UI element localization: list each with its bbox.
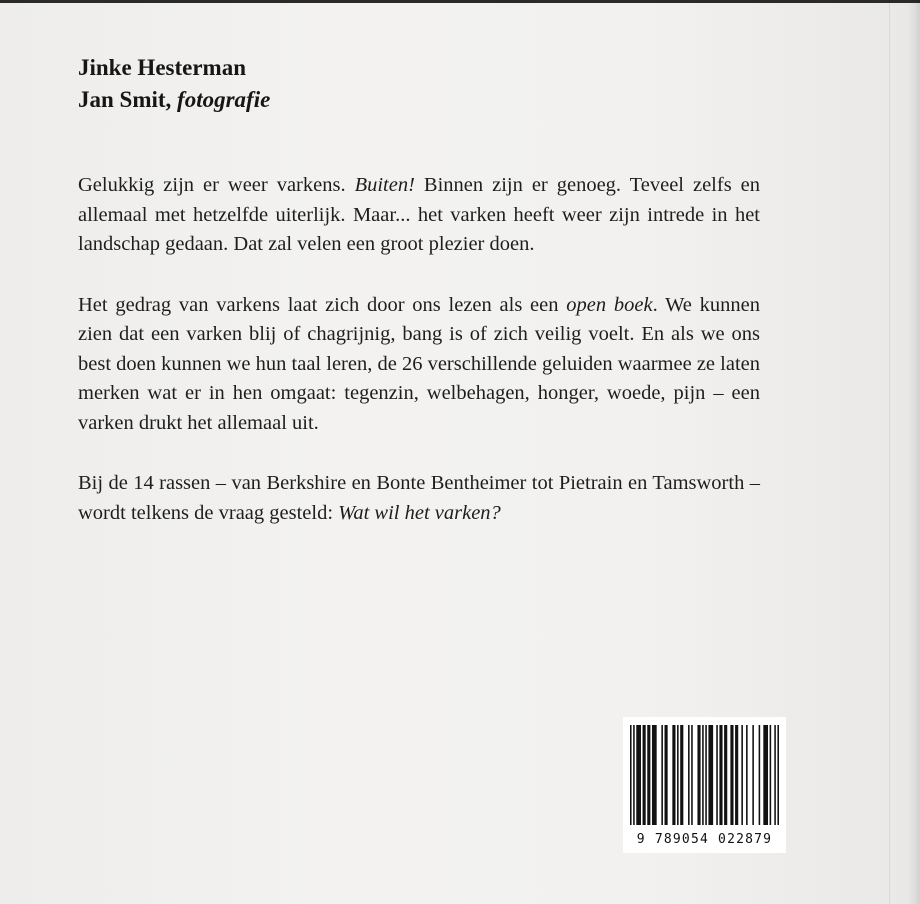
author-name: Jinke Hesterman [78,55,247,80]
barcode-bar [730,725,733,825]
barcode-bar [630,725,632,825]
blurb-p2-emphasis: open boek [566,293,653,316]
barcode-bar [661,725,663,825]
barcode-bar [774,725,776,825]
barcode-bar [647,725,650,825]
blurb-p3-text-a: Bij de 14 rassen – van Berkshire en Bonte Bentheimer tot Pietrain en Tamsworth – wordt telkens de vraag gesteld: [78,472,760,524]
credits [78,52,270,116]
barcode-bar [702,725,704,825]
barcode-bar [752,725,754,825]
blurb-paragraph-2 [78,291,760,439]
barcode-bars [630,725,779,825]
blurb-p1-text-c: Binnen zijn er genoeg. Teveel zelfs en allemaal met hetzelfde uiterlijk. Maar... het varken heeft weer zijn intrede in het landschap gedaan. Dat zal velen een groot plezier doen. [78,174,761,255]
barcode-bar [672,725,675,825]
blurb-p1-text-a: Gelukkig zijn er weer varkens. [78,174,355,196]
blurb-paragraph-3 [78,469,760,528]
barcode-bar [708,725,713,825]
blurb-p2-text-c: . We kunnen zien dat een varken blij of chagrijnig, bang is of zich veilig voelt. En als we ons best doen kunnen we hun taal leren, de 26 verschillende geluiden waarmee ze laten merken wat er in hen omgaat: tegenzin, welbehagen, honger, woede, pijn – een varken drukt het allemaal uit. [78,293,760,434]
barcode-bar [688,725,690,825]
blurb-paragraph-1 [78,171,760,260]
blurb-text [78,171,760,559]
barcode-bar [697,725,700,825]
barcode-bar [759,725,761,825]
barcode-bar [770,725,772,825]
blurb-p1-emphasis: Buiten! [354,174,415,196]
barcode-bar [763,725,768,825]
photographer-role: fotografie [177,87,271,112]
blurb-p3-emphasis: Wat wil het varken? [338,501,501,524]
barcode-bar [665,725,668,825]
photographer-name: Jan Smit, [78,87,172,112]
barcode-bar [633,725,635,825]
barcode-bar [746,725,748,825]
barcode-bar [636,725,641,825]
barcode-bar [643,725,646,825]
barcode-bar [716,725,718,825]
barcode-bar [724,725,727,825]
spine-fold [889,0,890,904]
barcode-bar [691,725,693,825]
barcode-bar [735,725,738,825]
blurb-p2-text-a: Het gedrag van varkens laat zich door ons lezen als een [78,293,567,316]
barcode-bar [741,725,743,825]
barcode-bar [680,725,683,825]
top-edge [0,0,920,3]
barcode-bar [719,725,722,825]
photographer-credit [78,84,270,116]
barcode-bar [652,725,657,825]
barcode-bar [705,725,707,825]
barcode-bar [777,725,779,825]
barcode-bar [677,725,679,825]
isbn-digits: 9 789054 022879 [636,832,773,847]
isbn-barcode [623,717,786,853]
spine-shadow [908,0,920,904]
